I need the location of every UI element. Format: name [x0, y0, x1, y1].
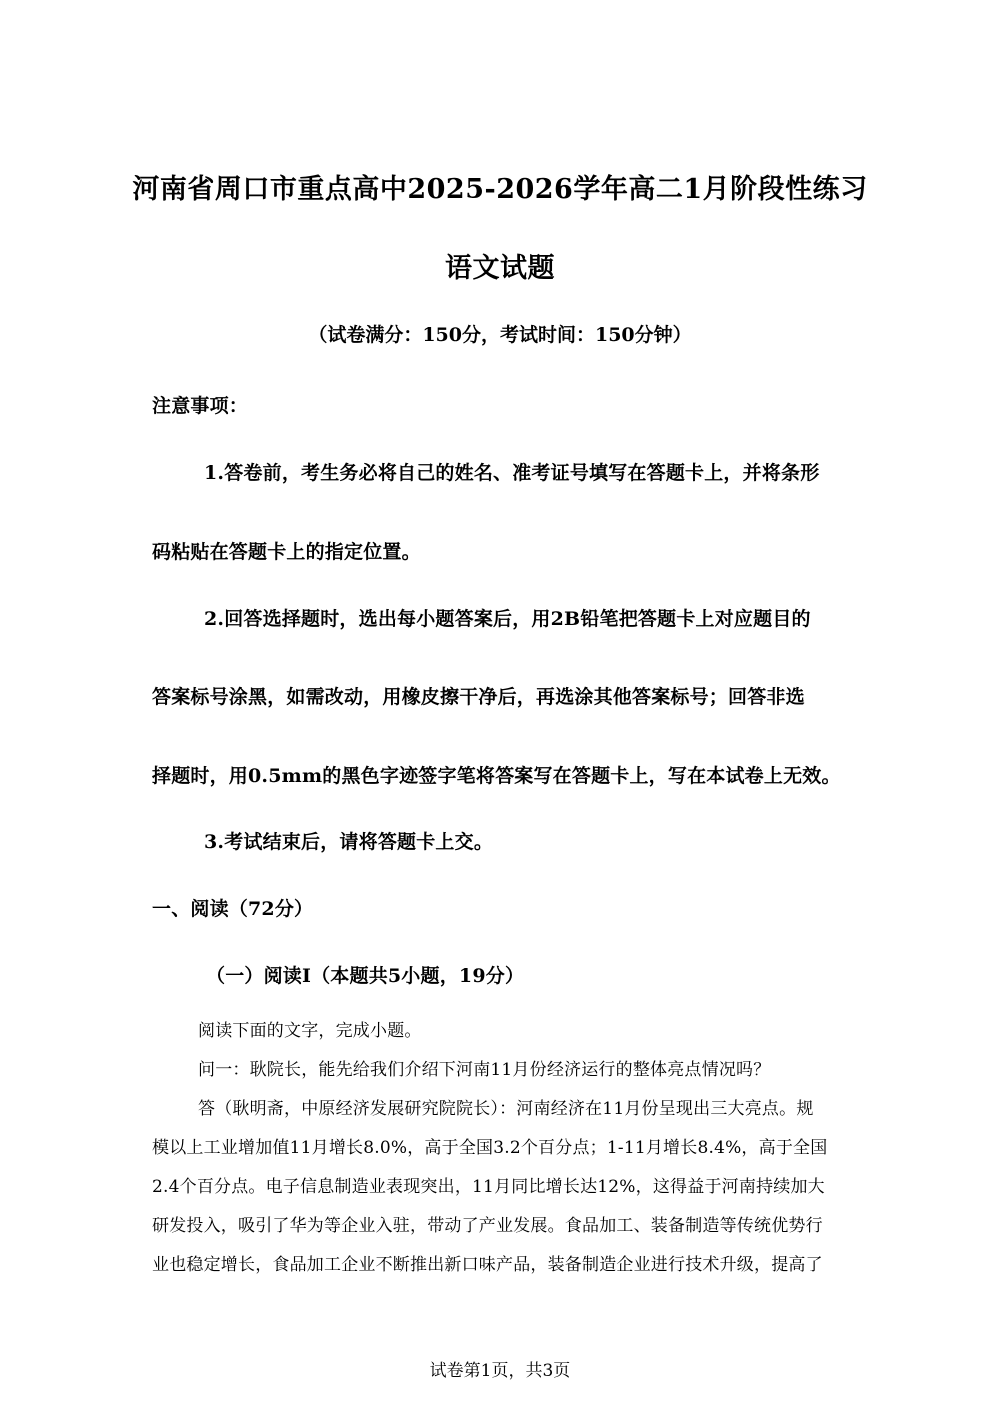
notice-item-2-line1: 2.回答选择题时，选出每小题答案后，用2B铅笔把答题卡上对应题目的 — [204, 608, 811, 630]
notice-heading: 注意事项： — [152, 395, 249, 417]
subsection-heading: （一）阅读I（本题共5小题，19分） — [206, 965, 525, 987]
passage-question-1: 问一：耿院长，能先给我们介绍下河南11月份经济运行的整体亮点情况吗？ — [198, 1060, 771, 1080]
exam-title-line1: 河南省周口市重点高中2025-2026学年高二1月阶段性练习 — [132, 174, 868, 205]
passage-answer-line3: 2.4个百分点。电子信息制造业表现突出，11月同比增长达12%，这得益于河南持续加大 — [152, 1177, 825, 1197]
passage-answer-line4: 研发投入，吸引了华为等企业入驻，带动了产业发展。食品加工、装备制造等传统优势行 — [152, 1216, 823, 1236]
passage-answer-line5: 业也稳定增长，食品加工企业不断推出新口味产品，装备制造企业进行技术升级，提高了 — [152, 1255, 823, 1275]
notice-item-1-line2: 码粘贴在答题卡上的指定位置。 — [152, 541, 421, 563]
notice-item-3: 3.考试结束后，请将答题卡上交。 — [204, 831, 494, 853]
passage-answer-line2: 模以上工业增加值11月增长8.0%，高于全国3.2个百分点；1-11月增长8.4%，高于全国 — [152, 1138, 828, 1158]
section-heading: 一、阅读（72分） — [152, 898, 314, 920]
passage-answer-line1: 答（耿明斋，中原经济发展研究院院长）：河南经济在11月份呈现出三大亮点。规 — [198, 1099, 814, 1119]
page-number: 试卷第1页，共3页 — [429, 1361, 571, 1381]
exam-title-line2: 语文试题 — [445, 253, 555, 284]
notice-item-2-line2: 答案标号涂黑，如需改动，用橡皮擦干净后，再选涂其他答案标号；回答非选 — [152, 686, 805, 708]
notice-item-2-line3: 择题时，用0.5mm的黑色字迹签字笔将答案写在答题卡上，写在本试卷上无效。 — [152, 765, 841, 787]
passage-intro: 阅读下面的文字，完成小题。 — [198, 1021, 422, 1041]
notice-item-1-line1: 1.答卷前，考生务必将自己的姓名、准考证号填写在答题卡上，并将条形 — [204, 462, 820, 484]
exam-info: （试卷满分：150分，考试时间：150分钟） — [308, 324, 692, 346]
